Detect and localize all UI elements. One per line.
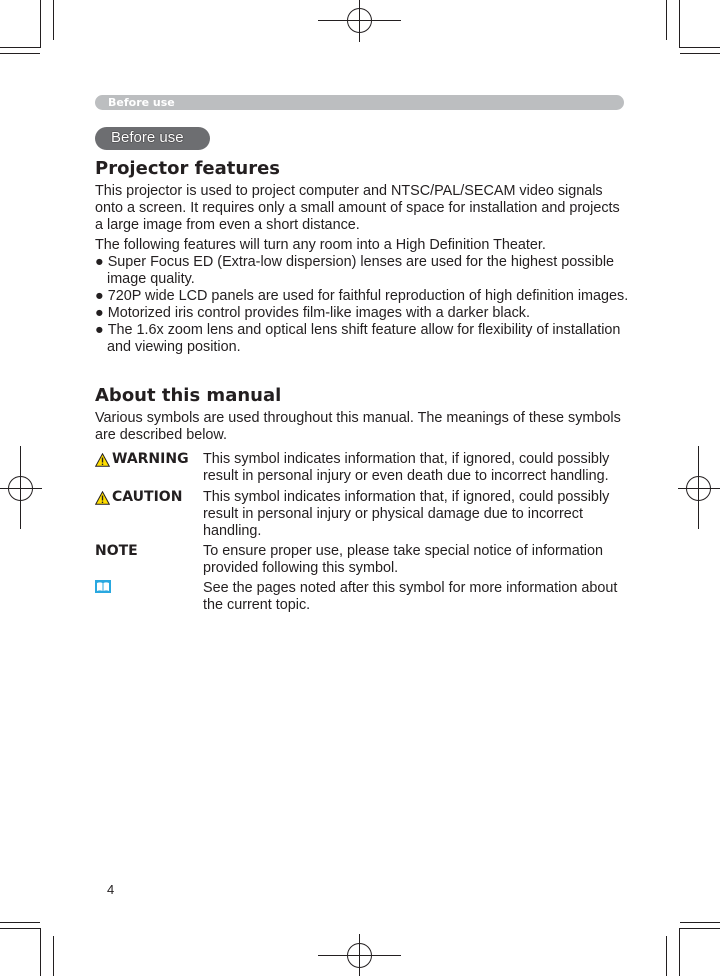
- list-item: ● Motorized iris control provides film-like images with a darker black.: [95, 305, 630, 322]
- features-lead: The following features will turn any room into a High Definition Theater.: [95, 237, 546, 253]
- features-intro: This projector is used to project computer and NTSC/PAL/SECAM video signals onto a screen. It requires only a small amount of space for installation and projects a large image from even a short distance.: [95, 183, 620, 233]
- caution-label: CAUTION: [95, 489, 182, 506]
- header-bar: [95, 95, 624, 110]
- list-item: ● Super Focus ED (Extra-low dispersion) lenses are used for the highest possible image quality.: [95, 254, 630, 288]
- manual-heading: About this manual: [95, 385, 282, 406]
- page-number: 4: [107, 882, 115, 897]
- caution-description: This symbol indicates information that, if ignored, could possibly result in personal injury or physical damage due to incorrect handling.: [203, 489, 610, 539]
- note-label: NOTE: [95, 543, 138, 559]
- reference-label: [95, 580, 111, 593]
- warning-triangle-icon: [95, 453, 110, 467]
- manual-intro: Various symbols are used throughout this manual. The meanings of these symbols are described below.: [95, 410, 621, 443]
- warning-label: WARNING: [95, 451, 189, 468]
- note-description: To ensure proper use, please take special notice of information provided following this symbol.: [203, 543, 603, 576]
- section-title-badge: [95, 127, 210, 150]
- features-list: [95, 254, 630, 356]
- warning-triangle-icon: [95, 491, 110, 505]
- header-tab-label: Before use: [108, 96, 175, 109]
- book-icon: [95, 580, 111, 593]
- reference-description: See the pages noted after this symbol for more information about the current topic.: [203, 580, 618, 613]
- warning-description: This symbol indicates information that, if ignored, could possibly result in personal injury or even death due to incorrect handling.: [203, 451, 610, 484]
- section-title: Before use: [111, 129, 184, 146]
- features-heading: Projector features: [95, 158, 281, 179]
- list-item: ● The 1.6x zoom lens and optical lens shift feature allow for flexibility of installation and viewing position.: [95, 322, 630, 356]
- list-item: ● 720P wide LCD panels are used for faithful reproduction of high definition images.: [95, 288, 630, 305]
